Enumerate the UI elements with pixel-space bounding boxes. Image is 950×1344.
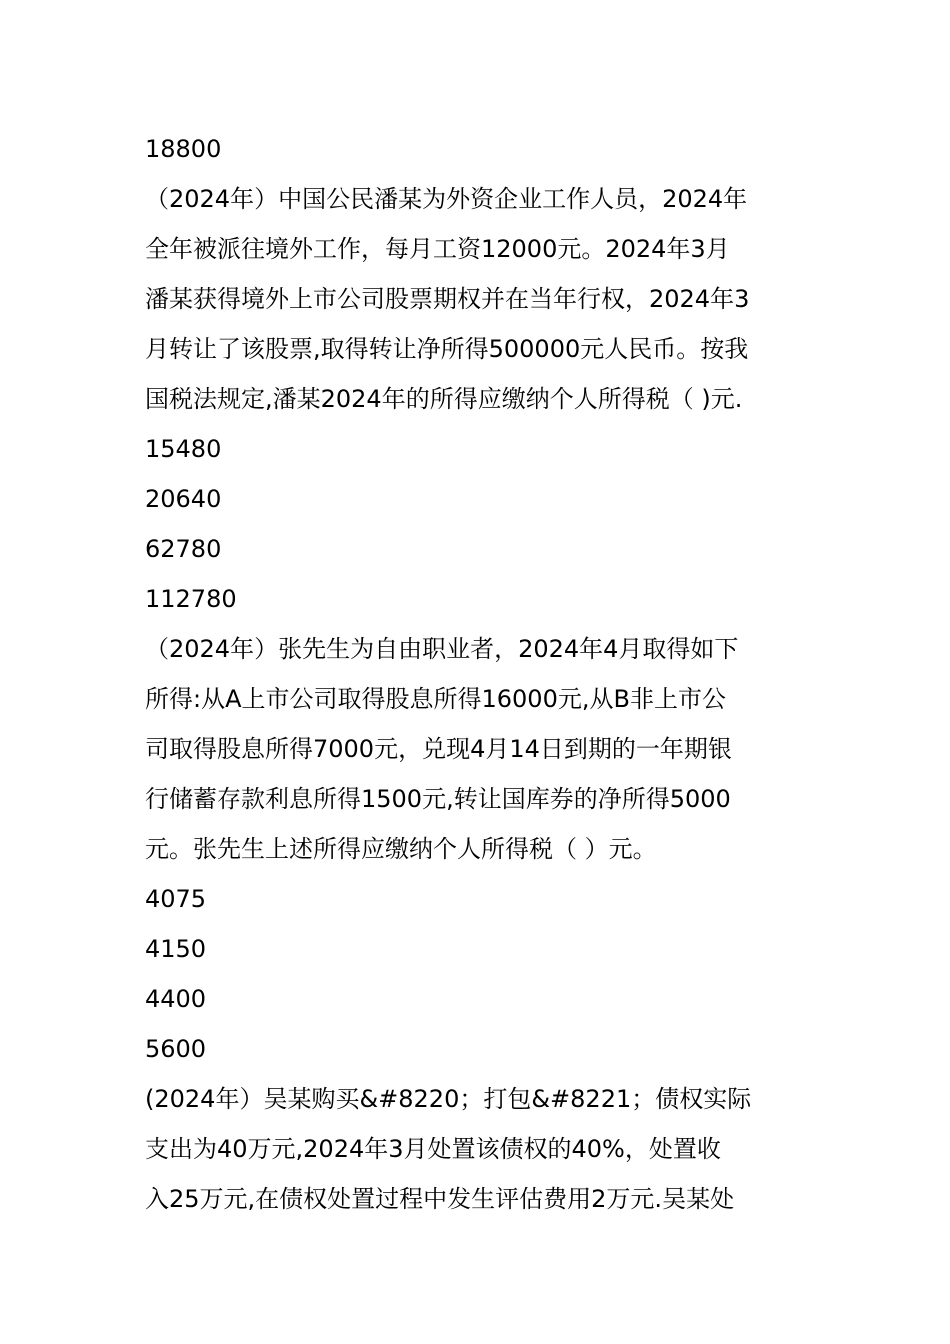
answer-option: 5600 xyxy=(145,1035,207,1063)
question-block xyxy=(145,174,805,424)
question-line: 司取得股息所得7000元，兑现4月14日到期的一年期银 xyxy=(145,735,732,763)
question-block xyxy=(145,624,805,874)
answer-option: 15480 xyxy=(145,435,222,463)
answer-option: 4400 xyxy=(145,985,207,1013)
question-line: (2024年）吴某购买&#8220；打包&#8221；债权实际 xyxy=(145,1085,752,1113)
question-line: 国税法规定,潘某2024年的所得应缴纳个人所得税（ )元. xyxy=(145,385,743,413)
answer-option: 20640 xyxy=(145,485,222,513)
answer-option: 18800 xyxy=(145,135,222,163)
question-line: 入25万元,在债权处置过程中发生评估费用2万元.吴某处 xyxy=(145,1185,735,1213)
document-page xyxy=(145,124,805,1224)
question-line: （2024年）张先生为自由职业者，2024年4月取得如下 xyxy=(145,635,739,663)
question-line: 行储蓄存款利息所得1500元,转让国库券的净所得5000 xyxy=(145,785,731,813)
answer-option: 4150 xyxy=(145,935,207,963)
answer-option: 4075 xyxy=(145,885,207,913)
question-line: 月转让了该股票,取得转让净所得500000元人民币。按我 xyxy=(145,335,749,363)
answer-option: 62780 xyxy=(145,535,222,563)
question-block xyxy=(145,1074,805,1224)
question-line: 元。张先生上述所得应缴纳个人所得税（ ）元。 xyxy=(145,835,657,863)
answer-option: 112780 xyxy=(145,585,237,613)
question-line: 支出为40万元,2024年3月处置该债权的40%，处置收 xyxy=(145,1135,721,1163)
question-line: 全年被派往境外工作，每月工资12000元。2024年3月 xyxy=(145,235,730,263)
question-line: 所得:从A上市公司取得股息所得16000元,从B非上市公 xyxy=(145,685,726,713)
question-line: 潘某获得境外上市公司股票期权并在当年行权，2024年3 xyxy=(145,285,750,313)
question-line: （2024年）中国公民潘某为外资企业工作人员，2024年 xyxy=(145,185,748,213)
